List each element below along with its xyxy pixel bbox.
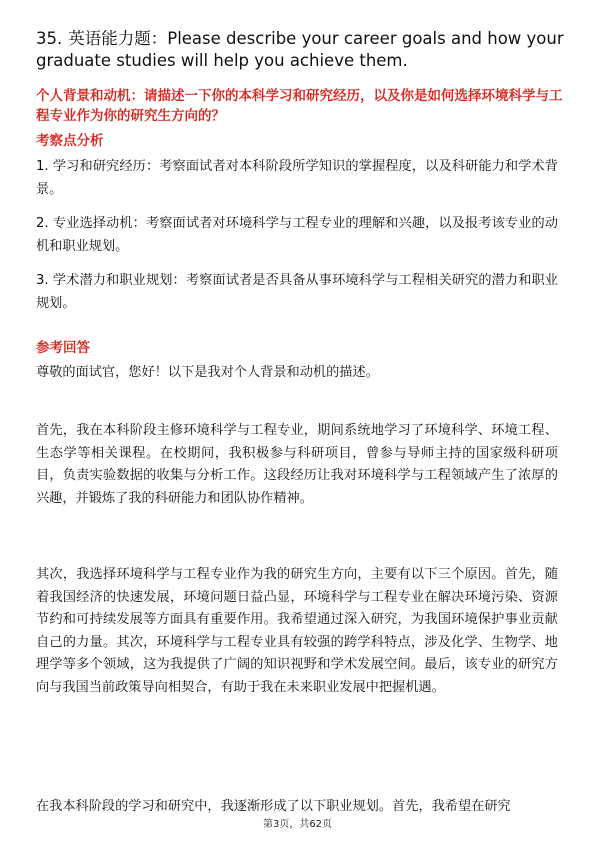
analysis-point: 3. 学术潜力和职业规划：考察面试者是否具备从事环境科学与工程相关研究的潜力和职业规划。 <box>36 273 558 311</box>
question-number: 35. <box>36 29 63 48</box>
page-footer: 第3页，共62页 <box>262 819 333 830</box>
answer-paragraph: 其次，我选择环境科学与工程专业作为我的研究生方向，主要有以下三个原因。首先，随着我国经济的快速发展，环境问题日益凸显，环境科学与工程专业在解决环境污染、资源节约和可持续发展等方面具有重要作用。我希望通过深入研究，为我国环境保护事业贡献自己的力量。其次，环境科学与工程专业具有较强的跨学科特点，涉及化学、生物学、地理学等多个领域，这为我提供了广阔的知识视野和学术发展空间。最后，该专业的研究方向与我国当前政策导向相契合，有助于我在未来职业发展中把握机遇。 <box>36 567 558 695</box>
answer-paragraph: 在我本科阶段的学习和研究中，我逐渐形成了以下职业规划。首先，我希望在研究 <box>36 799 511 814</box>
prompt-heading: 个人背景和动机：请描述一下你的本科学习和研究经历，以及你是如何选择环境科学与工程专业作为你的研究生方向的？ <box>36 88 563 124</box>
analysis-point: 1. 学习和研究经历：考察面试者对本科阶段所学知识的掌握程度，以及科研能力和学术背景。 <box>36 159 558 197</box>
answer-paragraph: 首先，我在本科阶段主修环境科学与工程专业，期间系统地学习了环境科学、环境工程、生态学等相关课程。在校期间，我积极参与科研项目，曾参与导师主持的国家级科研项目，负责实验数据的收集与分析工作。这段经历让我对环境科学与工程领域产生了浓厚的兴趣，并锻炼了我的科研能力和团队协作精神。 <box>36 423 558 506</box>
analysis-heading: 考察点分析 <box>36 133 104 149</box>
analysis-point: 2. 专业选择动机：考察面试者对环境科学与工程专业的理解和兴趣，以及报考该专业的动机和职业规划。 <box>36 216 558 254</box>
answer-greeting: 尊敬的面试官，您好！以下是我对个人背景和动机的描述。 <box>36 365 379 380</box>
answer-heading: 参考回答 <box>36 340 90 356</box>
question-text: 英语能力题：Please describe your career goals and how your graduate studies will help you achieve them. <box>36 29 564 70</box>
question-title <box>36 28 566 72</box>
